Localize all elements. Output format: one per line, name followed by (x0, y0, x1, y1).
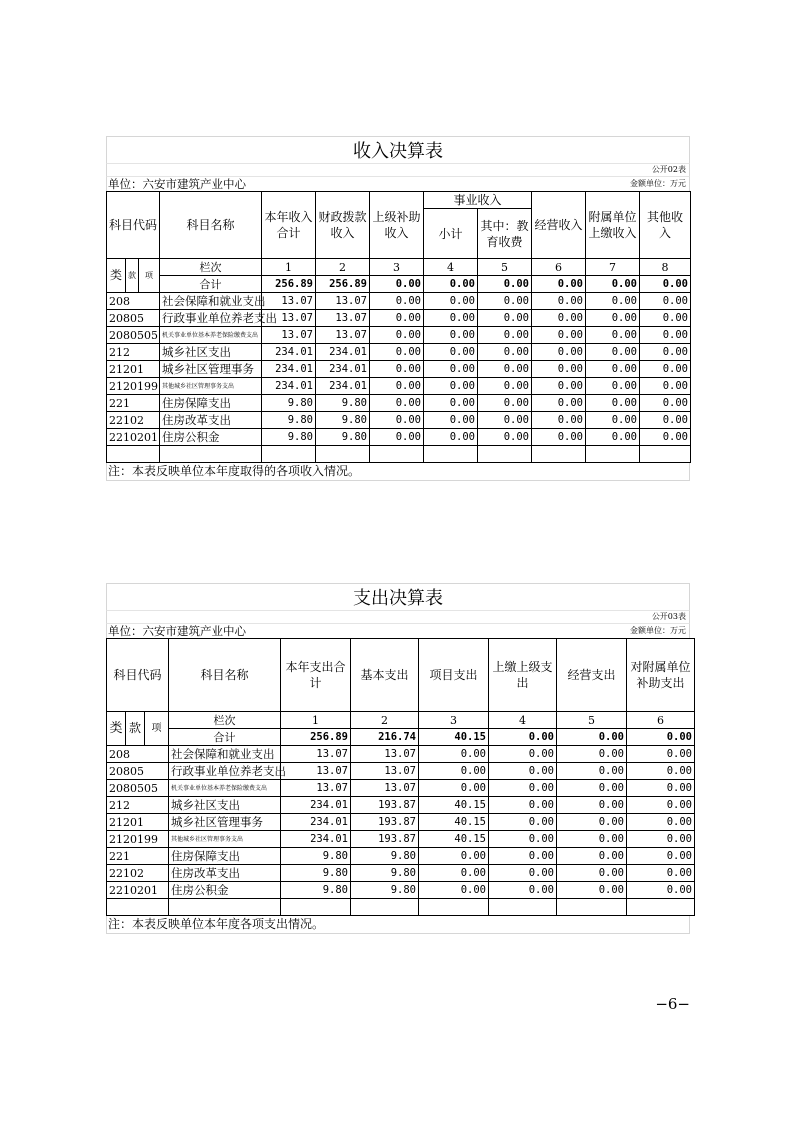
amount-cell: 0.00 (424, 429, 478, 446)
amount-cell: 0.00 (586, 378, 640, 395)
expense-title: 支出决算表 (106, 583, 690, 610)
amount-cell: 0.00 (640, 310, 691, 327)
income-header-col7: 附属单位上缴收入 (586, 192, 640, 259)
amount-cell: 0.00 (627, 882, 695, 899)
amount-cell: 0.00 (557, 763, 627, 780)
amount-cell: 13.07 (351, 746, 419, 763)
subject-code: 212 (107, 797, 169, 814)
amount-cell: 0.00 (489, 780, 557, 797)
subject-name: 住房公积金 (160, 429, 262, 446)
income-table (106, 191, 691, 463)
amount-cell: 193.87 (351, 831, 419, 848)
income-header-col3: 上级补助收入 (370, 192, 424, 259)
subject-code: 221 (107, 848, 169, 865)
expense-lei: 类 (107, 712, 126, 746)
amount-cell: 0.00 (640, 395, 691, 412)
subject-name: 住房改革支出 (169, 865, 281, 882)
income-n4: 4 (424, 259, 478, 276)
subject-code: 21201 (107, 814, 169, 831)
amount-cell: 0.00 (532, 310, 586, 327)
amount-cell: 9.80 (262, 412, 316, 429)
income-total-value: 0.00 (424, 276, 478, 293)
expense-header-code: 科目代码 (107, 639, 169, 712)
amount-cell: 0.00 (586, 395, 640, 412)
expense-n4: 4 (489, 712, 557, 729)
amount-cell: 234.01 (316, 378, 370, 395)
amount-cell: 0.00 (489, 831, 557, 848)
amount-cell: 0.00 (478, 378, 532, 395)
amount-cell: 0.00 (640, 429, 691, 446)
amount-cell: 0.00 (640, 412, 691, 429)
amount-cell: 0.00 (478, 293, 532, 310)
amount-cell: 0.00 (532, 378, 586, 395)
subject-name: 社会保障和就业支出 (160, 293, 262, 310)
expense-sheet (106, 583, 690, 934)
amount-cell: 0.00 (640, 361, 691, 378)
amount-cell: 0.00 (557, 780, 627, 797)
amount-cell: 40.15 (419, 831, 489, 848)
income-n8: 8 (640, 259, 691, 276)
amount-cell: 0.00 (532, 327, 586, 344)
expense-n5: 5 (557, 712, 627, 729)
amount-cell: 0.00 (478, 310, 532, 327)
amount-cell: 0.00 (478, 429, 532, 446)
expense-kuan: 款 (126, 712, 145, 746)
subject-name: 行政事业单位养老支出 (160, 310, 262, 327)
amount-cell: 0.00 (419, 848, 489, 865)
income-n7: 7 (586, 259, 640, 276)
subject-code: 2120199 (107, 831, 169, 848)
amount-cell: 0.00 (489, 865, 557, 882)
amount-cell: 0.00 (627, 780, 695, 797)
amount-cell: 0.00 (370, 310, 424, 327)
amount-cell: 234.01 (262, 344, 316, 361)
amount-cell: 0.00 (424, 378, 478, 395)
income-form-no: 公开02表 (651, 165, 686, 174)
amount-cell: 234.01 (262, 378, 316, 395)
amount-cell: 40.15 (419, 814, 489, 831)
amount-cell: 9.80 (281, 865, 351, 882)
table-row (107, 310, 691, 327)
amount-cell: 0.00 (627, 865, 695, 882)
amount-cell: 0.00 (419, 746, 489, 763)
table-row (107, 746, 695, 763)
table-row (107, 293, 691, 310)
subject-name: 城乡社区支出 (169, 797, 281, 814)
amount-cell: 0.00 (419, 763, 489, 780)
income-lei: 类 (107, 259, 126, 293)
amount-cell: 0.00 (586, 327, 640, 344)
income-header-name: 科目名称 (160, 192, 262, 259)
amount-cell: 0.00 (370, 327, 424, 344)
income-n1: 1 (262, 259, 316, 276)
amount-cell: 0.00 (419, 865, 489, 882)
amount-cell: 0.00 (478, 327, 532, 344)
expense-total-value: 256.89 (281, 729, 351, 746)
table-row (107, 429, 691, 446)
amount-cell: 9.80 (281, 848, 351, 865)
amount-cell: 0.00 (489, 848, 557, 865)
income-empty-cell (316, 446, 370, 463)
amount-cell: 0.00 (370, 361, 424, 378)
subject-name: 机关事业单位基本养老保险缴费支出 (169, 780, 281, 797)
income-header-code: 科目代码 (107, 192, 160, 259)
expense-n1: 1 (281, 712, 351, 729)
amount-cell: 0.00 (640, 293, 691, 310)
amount-cell: 9.80 (351, 865, 419, 882)
income-total-label: 合计 (160, 276, 262, 293)
table-row (107, 797, 695, 814)
income-note: 注：本表反映单位本年度取得的各项收入情况。 (106, 463, 690, 481)
subject-name: 住房改革支出 (160, 412, 262, 429)
income-n3: 3 (370, 259, 424, 276)
table-row (107, 882, 695, 899)
income-form-row (106, 163, 690, 176)
amount-cell: 0.00 (478, 344, 532, 361)
amount-cell: 0.00 (419, 882, 489, 899)
subject-name: 其他城乡社区管理事务支出 (169, 831, 281, 848)
expense-xiang: 项 (145, 712, 169, 746)
income-total-value: 0.00 (370, 276, 424, 293)
subject-code: 2210201 (107, 882, 169, 899)
amount-cell: 0.00 (478, 361, 532, 378)
table-row (107, 412, 691, 429)
amount-cell: 0.00 (627, 831, 695, 848)
expense-header-col2: 基本支出 (351, 639, 419, 712)
table-row (107, 831, 695, 848)
expense-n6: 6 (627, 712, 695, 729)
amount-cell: 0.00 (424, 361, 478, 378)
expense-header-col1: 本年支出合计 (281, 639, 351, 712)
amount-cell: 0.00 (370, 412, 424, 429)
income-empty-cell (107, 446, 160, 463)
amount-cell: 0.00 (424, 310, 478, 327)
amount-cell: 13.07 (281, 763, 351, 780)
amount-cell: 0.00 (640, 378, 691, 395)
amount-cell: 0.00 (370, 395, 424, 412)
income-empty-cell (424, 446, 478, 463)
amount-cell: 0.00 (640, 327, 691, 344)
income-sheet (106, 136, 690, 481)
expense-empty-cell (489, 899, 557, 916)
income-total-value: 0.00 (532, 276, 586, 293)
amount-cell: 0.00 (532, 429, 586, 446)
income-header-col1: 本年收入合计 (262, 192, 316, 259)
table-row (107, 763, 695, 780)
income-xiang: 项 (139, 259, 160, 293)
amount-cell: 0.00 (489, 882, 557, 899)
table-row (107, 865, 695, 882)
amount-cell: 9.80 (351, 848, 419, 865)
amount-cell: 0.00 (489, 746, 557, 763)
expense-empty-cell (419, 899, 489, 916)
amount-cell: 234.01 (281, 831, 351, 848)
income-total-value: 0.00 (478, 276, 532, 293)
amount-cell: 13.07 (262, 310, 316, 327)
subject-name: 住房保障支出 (160, 395, 262, 412)
income-empty-cell (532, 446, 586, 463)
amount-cell: 13.07 (316, 293, 370, 310)
expense-empty-cell (351, 899, 419, 916)
income-kuan: 款 (126, 259, 139, 293)
amount-cell: 0.00 (557, 797, 627, 814)
income-money-unit: 金额单位：万元 (630, 179, 686, 188)
income-total-value: 256.89 (262, 276, 316, 293)
income-total-value: 256.89 (316, 276, 370, 293)
amount-cell: 40.15 (419, 797, 489, 814)
subject-code: 22102 (107, 865, 169, 882)
expense-empty-cell (107, 899, 169, 916)
amount-cell: 9.80 (351, 882, 419, 899)
amount-cell: 234.01 (262, 361, 316, 378)
expense-money-unit: 金额单位：万元 (630, 626, 686, 635)
amount-cell: 234.01 (281, 797, 351, 814)
income-lanci: 栏次 (160, 259, 262, 276)
subject-code: 2210201 (107, 429, 160, 446)
subject-name: 行政事业单位养老支出 (169, 763, 281, 780)
income-n5: 5 (478, 259, 532, 276)
amount-cell: 13.07 (316, 327, 370, 344)
income-total-value: 0.00 (640, 276, 691, 293)
amount-cell: 13.07 (262, 293, 316, 310)
income-header-col2: 财政拨款收入 (316, 192, 370, 259)
amount-cell: 0.00 (419, 780, 489, 797)
expense-empty-cell (169, 899, 281, 916)
subject-name: 住房公积金 (169, 882, 281, 899)
amount-cell: 0.00 (370, 429, 424, 446)
table-row (107, 780, 695, 797)
expense-total-label: 合计 (169, 729, 281, 746)
income-header-col4: 小计 (424, 209, 478, 259)
expense-total-value: 0.00 (557, 729, 627, 746)
amount-cell: 0.00 (532, 412, 586, 429)
amount-cell: 0.00 (627, 746, 695, 763)
table-row (107, 344, 691, 361)
expense-total-value: 0.00 (489, 729, 557, 746)
amount-cell: 9.80 (316, 395, 370, 412)
amount-cell: 13.07 (316, 310, 370, 327)
amount-cell: 13.07 (262, 327, 316, 344)
expense-n3: 3 (419, 712, 489, 729)
amount-cell: 9.80 (262, 395, 316, 412)
expense-header-col5: 经营支出 (557, 639, 627, 712)
income-n6: 6 (532, 259, 586, 276)
amount-cell: 9.80 (316, 429, 370, 446)
expense-header-col6: 对附属单位补助支出 (627, 639, 695, 712)
expense-table (106, 638, 695, 916)
amount-cell: 0.00 (586, 344, 640, 361)
income-empty-cell (586, 446, 640, 463)
amount-cell: 0.00 (557, 814, 627, 831)
subject-code: 20805 (107, 763, 169, 780)
amount-cell: 9.80 (316, 412, 370, 429)
table-row (107, 327, 691, 344)
income-title: 收入决算表 (106, 136, 690, 163)
subject-code: 208 (107, 293, 160, 310)
amount-cell: 0.00 (489, 814, 557, 831)
amount-cell: 0.00 (370, 344, 424, 361)
subject-name: 其他城乡社区管理事务支出 (160, 378, 262, 395)
subject-code: 20805 (107, 310, 160, 327)
amount-cell: 0.00 (489, 797, 557, 814)
amount-cell: 0.00 (557, 831, 627, 848)
subject-code: 208 (107, 746, 169, 763)
income-n2: 2 (316, 259, 370, 276)
amount-cell: 0.00 (557, 848, 627, 865)
amount-cell: 0.00 (586, 412, 640, 429)
amount-cell: 0.00 (532, 293, 586, 310)
expense-empty-cell (557, 899, 627, 916)
amount-cell: 13.07 (351, 763, 419, 780)
subject-code: 2080505 (107, 780, 169, 797)
amount-cell: 0.00 (424, 327, 478, 344)
income-header-col8: 其他收入 (640, 192, 691, 259)
amount-cell: 0.00 (370, 293, 424, 310)
expense-empty-cell (627, 899, 695, 916)
income-unit: 单位：六安市建筑产业中心 (108, 177, 246, 191)
income-empty-cell (262, 446, 316, 463)
table-row (107, 395, 691, 412)
table-row (107, 361, 691, 378)
subject-name: 住房保障支出 (169, 848, 281, 865)
expense-unit-row (106, 623, 690, 638)
page-number: −6− (655, 995, 690, 1013)
amount-cell: 0.00 (532, 395, 586, 412)
expense-total-value: 40.15 (419, 729, 489, 746)
table-row (107, 814, 695, 831)
amount-cell: 0.00 (424, 395, 478, 412)
amount-cell: 0.00 (586, 293, 640, 310)
amount-cell: 193.87 (351, 814, 419, 831)
subject-code: 22102 (107, 412, 160, 429)
subject-name: 城乡社区支出 (160, 344, 262, 361)
amount-cell: 9.80 (262, 429, 316, 446)
amount-cell: 13.07 (281, 780, 351, 797)
subject-name: 城乡社区管理事务 (160, 361, 262, 378)
amount-cell: 0.00 (640, 344, 691, 361)
amount-cell: 0.00 (557, 882, 627, 899)
amount-cell: 0.00 (586, 310, 640, 327)
amount-cell: 0.00 (424, 344, 478, 361)
amount-cell: 0.00 (586, 361, 640, 378)
amount-cell: 0.00 (424, 412, 478, 429)
table-row (107, 848, 695, 865)
amount-cell: 0.00 (627, 797, 695, 814)
amount-cell: 0.00 (478, 412, 532, 429)
expense-lanci: 栏次 (169, 712, 281, 729)
income-header-group: 事业收入 (424, 192, 532, 209)
subject-name: 社会保障和就业支出 (169, 746, 281, 763)
expense-header-name: 科目名称 (169, 639, 281, 712)
amount-cell: 0.00 (627, 763, 695, 780)
amount-cell: 234.01 (281, 814, 351, 831)
amount-cell: 13.07 (281, 746, 351, 763)
income-header-col6: 经营收入 (532, 192, 586, 259)
expense-note: 注：本表反映单位本年度各项支出情况。 (106, 916, 690, 934)
expense-total-value: 216.74 (351, 729, 419, 746)
subject-name: 城乡社区管理事务 (169, 814, 281, 831)
amount-cell: 0.00 (586, 429, 640, 446)
income-unit-row (106, 176, 690, 191)
expense-form-row (106, 610, 690, 623)
amount-cell: 0.00 (627, 848, 695, 865)
amount-cell: 0.00 (532, 361, 586, 378)
income-empty-cell (640, 446, 691, 463)
expense-unit: 单位：六安市建筑产业中心 (108, 624, 246, 638)
amount-cell: 13.07 (351, 780, 419, 797)
amount-cell: 0.00 (424, 293, 478, 310)
income-empty-cell (370, 446, 424, 463)
subject-name: 机关事业单位基本养老保险缴费支出 (160, 327, 262, 344)
amount-cell: 0.00 (370, 378, 424, 395)
amount-cell: 0.00 (478, 395, 532, 412)
expense-empty-cell (281, 899, 351, 916)
subject-code: 2120199 (107, 378, 160, 395)
expense-form-no: 公开03表 (651, 612, 686, 621)
amount-cell: 0.00 (489, 763, 557, 780)
income-empty-cell (160, 446, 262, 463)
income-header-col5: 其中：教育收费 (478, 209, 532, 259)
table-row (107, 378, 691, 395)
expense-header-col3: 项目支出 (419, 639, 489, 712)
amount-cell: 234.01 (316, 344, 370, 361)
subject-code: 2080505 (107, 327, 160, 344)
amount-cell: 234.01 (316, 361, 370, 378)
amount-cell: 0.00 (557, 746, 627, 763)
amount-cell: 0.00 (557, 865, 627, 882)
amount-cell: 9.80 (281, 882, 351, 899)
expense-n2: 2 (351, 712, 419, 729)
income-total-value: 0.00 (586, 276, 640, 293)
subject-code: 21201 (107, 361, 160, 378)
subject-code: 221 (107, 395, 160, 412)
subject-code: 212 (107, 344, 160, 361)
amount-cell: 0.00 (532, 344, 586, 361)
expense-total-value: 0.00 (627, 729, 695, 746)
amount-cell: 193.87 (351, 797, 419, 814)
income-empty-cell (478, 446, 532, 463)
amount-cell: 0.00 (627, 814, 695, 831)
expense-header-col4: 上缴上级支出 (489, 639, 557, 712)
